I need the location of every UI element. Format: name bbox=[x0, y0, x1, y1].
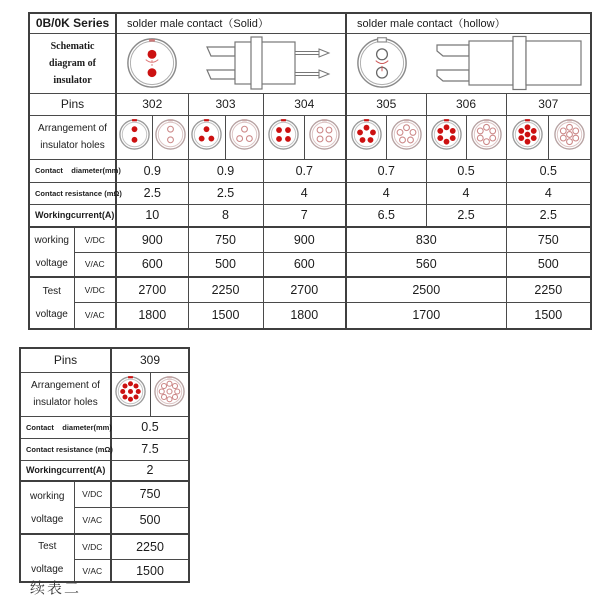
current-309: 2 bbox=[111, 460, 189, 481]
test-voltage-label bbox=[29, 277, 74, 329]
pin-307-header: 307 bbox=[506, 93, 591, 115]
hole-diagram-303-hollow bbox=[225, 115, 263, 159]
pin-304-header: 304 bbox=[263, 93, 346, 115]
hole-diagram-309-hollow bbox=[150, 372, 189, 416]
working-vac-row bbox=[29, 252, 591, 277]
test-vac-row bbox=[29, 302, 591, 329]
working-vdc-304: 900 bbox=[263, 227, 346, 252]
t2-arrangement-row bbox=[20, 372, 189, 416]
arrangement-label-line2: insulator holes bbox=[40, 140, 105, 151]
pins-row-label: Pins bbox=[29, 93, 116, 115]
current-307: 2.5 bbox=[506, 204, 591, 227]
test-vdc-302: 2700 bbox=[116, 277, 188, 302]
t2-test-vac-label: V/AC bbox=[74, 560, 111, 582]
test-vac-label: V/AC bbox=[74, 302, 116, 329]
solid-schematic-drawings bbox=[117, 35, 345, 91]
resistance-302: 2.5 bbox=[116, 182, 188, 204]
main-spec-table bbox=[28, 12, 592, 330]
current-306: 2.5 bbox=[426, 204, 506, 227]
resistance-306: 4 bbox=[426, 182, 506, 204]
t2-arrangement-label bbox=[20, 372, 111, 416]
test-vdc-304: 2700 bbox=[263, 277, 346, 302]
test-vdc-305-306: 2500 bbox=[346, 277, 506, 302]
t2-arrangement-label-line2: insulator holes bbox=[33, 397, 98, 408]
current-row-label: Workingcurrent(A) bbox=[29, 204, 116, 227]
hole-diagram-305-hollow bbox=[386, 115, 426, 159]
working-vdc-309: 750 bbox=[111, 481, 189, 507]
hole-diagram-302-hollow bbox=[152, 115, 188, 159]
t2-resistance-label: Contact resistance (mΩ) bbox=[20, 438, 111, 460]
arrangement-row bbox=[29, 115, 591, 159]
hole-diagram-306-hollow bbox=[466, 115, 506, 159]
working-voltage-line1: working bbox=[34, 235, 69, 246]
t2-working-voltage-label bbox=[20, 481, 74, 534]
working-voltage-label-lines bbox=[30, 229, 74, 275]
t2-pins-row-label: Pins bbox=[20, 348, 111, 372]
footer-clipped-caption: 续表二 bbox=[30, 579, 82, 597]
test-vac-303: 1500 bbox=[188, 302, 263, 329]
working-vac-307: 500 bbox=[506, 252, 591, 277]
header-row bbox=[29, 13, 591, 33]
t2-current-label: Workingcurrent(A) bbox=[20, 460, 111, 481]
pin-306-header: 306 bbox=[426, 93, 506, 115]
resistance-309: 7.5 bbox=[111, 438, 189, 460]
t2-test-line2: voltage bbox=[31, 564, 64, 575]
diameter-309: 0.5 bbox=[111, 416, 189, 438]
solid-side-view-diagram bbox=[205, 35, 330, 91]
diameter-303: 0.9 bbox=[188, 159, 263, 182]
working-vac-304: 600 bbox=[263, 252, 346, 277]
schematic-label-line1: Schematic bbox=[50, 40, 95, 52]
pin-309-spec-table bbox=[19, 347, 190, 583]
diameter-row bbox=[29, 159, 591, 182]
t2-working-vdc-label: V/DC bbox=[74, 481, 111, 507]
working-voltage-line2: voltage bbox=[35, 258, 68, 269]
test-vac-309: 1500 bbox=[111, 560, 189, 582]
pin-309-header: 309 bbox=[111, 348, 189, 372]
t2-test-voltage-label bbox=[20, 534, 74, 582]
working-vdc-303: 750 bbox=[188, 227, 263, 252]
hollow-schematic-cell bbox=[346, 33, 591, 93]
working-vac-309: 500 bbox=[111, 507, 189, 534]
hole-diagram-304-filled bbox=[263, 115, 304, 159]
test-vdc-303: 2250 bbox=[188, 277, 263, 302]
working-vac-305-306: 560 bbox=[346, 252, 506, 277]
t2-working-vdc-row bbox=[20, 481, 189, 507]
resistance-303: 2.5 bbox=[188, 182, 263, 204]
solid-schematic-cell bbox=[116, 33, 346, 93]
schematic-row bbox=[29, 33, 591, 93]
current-304: 7 bbox=[263, 204, 346, 227]
working-vdc-305-306: 830 bbox=[346, 227, 506, 252]
current-305: 6.5 bbox=[346, 204, 426, 227]
test-vdc-label: V/DC bbox=[74, 277, 116, 302]
hole-diagram-303-filled bbox=[188, 115, 225, 159]
solid-front-view-diagram bbox=[125, 36, 179, 90]
hollow-front-view-diagram bbox=[355, 36, 409, 90]
test-voltage-label-lines bbox=[30, 280, 74, 326]
series-title: 0B/0K Series bbox=[29, 13, 116, 33]
working-vdc-307: 750 bbox=[506, 227, 591, 252]
pins-row bbox=[29, 93, 591, 115]
pin-303-header: 303 bbox=[188, 93, 263, 115]
schematic-label-line2: diagram of bbox=[49, 57, 96, 69]
working-vdc-row bbox=[29, 227, 591, 252]
diameter-302: 0.9 bbox=[116, 159, 188, 182]
working-vac-303: 500 bbox=[188, 252, 263, 277]
resistance-305: 4 bbox=[346, 182, 426, 204]
hole-diagram-307-filled bbox=[506, 115, 548, 159]
test-vdc-row bbox=[29, 277, 591, 302]
t2-arrangement-label-line1: Arrangement of bbox=[31, 380, 100, 391]
test-vdc-307: 2250 bbox=[506, 277, 591, 302]
t2-working-vac-label: V/AC bbox=[74, 507, 111, 534]
current-row bbox=[29, 204, 591, 227]
hollow-side-view-diagram bbox=[435, 35, 583, 91]
diameter-row-label: Contact diameter(mm) bbox=[29, 159, 116, 182]
diameter-305: 0.7 bbox=[346, 159, 426, 182]
t2-test-vdc-label: V/DC bbox=[74, 534, 111, 560]
resistance-row bbox=[29, 182, 591, 204]
t2-test-vdc-row bbox=[20, 534, 189, 560]
test-vac-304: 1800 bbox=[263, 302, 346, 329]
solid-section-header: solder male contact（Solid） bbox=[116, 13, 346, 33]
hole-diagram-304-hollow bbox=[304, 115, 346, 159]
current-303: 8 bbox=[188, 204, 263, 227]
test-voltage-line2: voltage bbox=[35, 309, 68, 320]
test-vac-302: 1800 bbox=[116, 302, 188, 329]
diameter-304: 0.7 bbox=[263, 159, 346, 182]
working-vdc-302: 900 bbox=[116, 227, 188, 252]
t2-working-voltage-lines bbox=[21, 485, 74, 531]
schematic-label bbox=[29, 33, 116, 93]
hole-diagram-309-filled bbox=[111, 372, 150, 416]
diameter-306: 0.5 bbox=[426, 159, 506, 182]
working-vdc-label: V/DC bbox=[74, 227, 116, 252]
resistance-304: 4 bbox=[263, 182, 346, 204]
arrangement-label-line1: Arrangement of bbox=[38, 123, 107, 134]
hole-diagram-302-filled bbox=[116, 115, 152, 159]
t2-test-line1: Test bbox=[38, 541, 57, 552]
working-voltage-label bbox=[29, 227, 74, 277]
t2-resistance-row bbox=[20, 438, 189, 460]
hollow-section-header: solder male contact（hollow） bbox=[346, 13, 591, 33]
hole-diagram-305-filled bbox=[346, 115, 386, 159]
diameter-307: 0.5 bbox=[506, 159, 591, 182]
t2-current-row bbox=[20, 460, 189, 481]
current-302: 10 bbox=[116, 204, 188, 227]
hole-diagram-306-filled bbox=[426, 115, 466, 159]
pin-302-header: 302 bbox=[116, 93, 188, 115]
working-vac-302: 600 bbox=[116, 252, 188, 277]
hole-diagram-307-hollow bbox=[548, 115, 591, 159]
t2-diameter-row bbox=[20, 416, 189, 438]
test-voltage-line1: Test bbox=[42, 286, 61, 297]
resistance-307: 4 bbox=[506, 182, 591, 204]
test-vac-305-306: 1700 bbox=[346, 302, 506, 329]
t2-working-line1: working bbox=[30, 490, 65, 502]
schematic-label-line3: insulator bbox=[53, 74, 92, 86]
t2-pins-row bbox=[20, 348, 189, 372]
working-vac-label: V/AC bbox=[74, 252, 116, 277]
pin-305-header: 305 bbox=[346, 93, 426, 115]
hollow-schematic-drawings bbox=[347, 35, 590, 91]
resistance-row-label: Contact resistance (mΩ) bbox=[29, 182, 116, 204]
t2-diameter-label: Contact diameter(mm) bbox=[20, 416, 111, 438]
test-vac-307: 1500 bbox=[506, 302, 591, 329]
arrangement-label bbox=[29, 115, 116, 159]
test-vdc-309: 2250 bbox=[111, 534, 189, 560]
t2-working-line2: voltage bbox=[31, 513, 64, 525]
t2-test-voltage-lines bbox=[21, 535, 74, 581]
